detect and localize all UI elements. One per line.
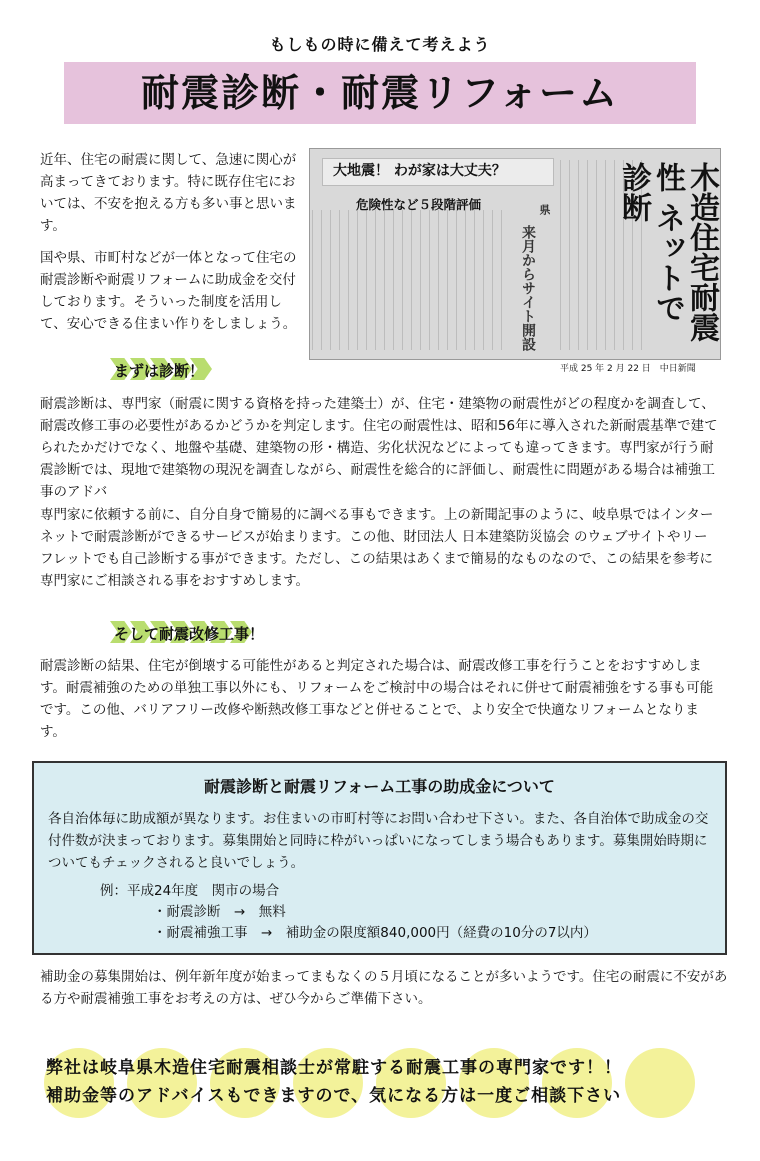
subsidy-title: 耐震診断と耐震リフォーム工事の助成金について (204, 777, 555, 796)
subsidy-text: 各自治体毎に助成額が異なります。お住まいの市町村等にお問い合わせ下さい。また、各自治体で助成金の交付件数が決まっております。募集開始と同時に枠がいっぱいになってしまう場合もあります。募集開始時期についてもチェックされると良いでしょう。 (48, 811, 709, 871)
subsidy-item: ・耐震補強工事 → 補助金の限度額840,000円（経費の10分の7以内） (153, 925, 597, 941)
footer-line-1: 弊社は岐阜県木造住宅耐震相談士が常駐する耐震工事の専門家です！！ (46, 1058, 622, 1078)
newspaper-headline: 大地震！ わが家は大丈夫？ (333, 163, 506, 179)
intro-paragraph-2: 国や県、市町村などが一体となって住宅の耐震診断や耐震リフォームに助成金を交付しております。そういった制度を活用して、安心できる住まい作りをしましょう。 (40, 250, 297, 332)
subsidy-item: ・耐震診断 → 無料 (153, 904, 286, 920)
subsidy-example-head: 例：平成24年度 関市の場合 (100, 883, 280, 899)
page-title: 耐震診断・耐震リフォーム (140, 71, 620, 115)
newspaper-side-note: 来月からサイト開設 (520, 225, 536, 351)
diagnosis-paragraph: 耐震診断は、専門家（耐震に関する資格を持った建築士）が、住宅・建築物の耐震性がどの程度かを調査して、耐震改修工事の必要性があるかどうかを判定します。住宅の耐震性は、昭和56年に導入された新耐震基準で建てられたかだけでなく、地盤や基礎、建築物の形・構造、劣化状況などによっても違ってきます。専門家が行う耐震診断では、現地で建築物の現況を調査しながら、耐震性を総合的に評価し、耐震性に問題がある場合は補強工事のアドバ (40, 396, 718, 500)
footer-message (46, 1054, 726, 1110)
newspaper-caption: 平成 25 年 2 月 22 日 中日新聞 (560, 364, 696, 374)
retrofit-paragraph: 耐震診断の結果、住宅が倒壊する可能性があると判定された場合は、耐震改修工事を行うことをおすすめします。耐震補強のための単独工事以外にも、リフォームをご検討中の場合はそれに併せて耐震補強をする事も可能です。この他、バリアフリー改修や断熱改修工事などと併せることで、より安全で快適なリフォームとなります。 (40, 658, 714, 740)
self-check-paragraph: 専門家に依頼する前に、自分自身で簡易的に調べる事もできます。上の新聞記事のように、岐阜県ではインターネットで耐震診断ができるサービスが始まります。この他、財団法人 日本建築防災協会 のウェブサイトやリーフレットでも自己診断する事ができます。ただし、この結果はあくまで簡易的なものなので、この結果を参考に専門家にご相談される事をおすすめします。 (40, 507, 714, 589)
intro-paragraph-1: 近年、住宅の耐震に関して、急速に関心が高まってきております。特に既存住宅においては、不安を抱える方も多い事と思います。 (40, 152, 297, 234)
section-heading-diagnosis: まずは診断！ (114, 362, 205, 380)
footer-line-2: 補助金等のアドバイスもできますので、気になる方は一度ご相談下さい (46, 1086, 622, 1106)
section-heading-retrofit: そして耐震改修工事！ (114, 625, 265, 643)
intro-text (40, 149, 306, 335)
newspaper-main-title: 木造住宅耐震性 ネットで診断 (616, 162, 719, 342)
newspaper-subhead: 危険性など５段階評価 (356, 197, 482, 212)
newspaper-pref: 県 (538, 204, 551, 215)
subsidy-body (48, 808, 713, 944)
closing-paragraph: 補助金の募集開始は、例年新年度が始まってまもなくの５月頃になることが多いようです。住宅の耐震に不安がある方や耐震補強工事をお考えの方は、ぜひ今からご準備下さい。 (40, 969, 728, 1007)
page-subtitle: もしもの時に備えて考えよう (269, 35, 491, 54)
newspaper-text-lines (312, 210, 507, 350)
